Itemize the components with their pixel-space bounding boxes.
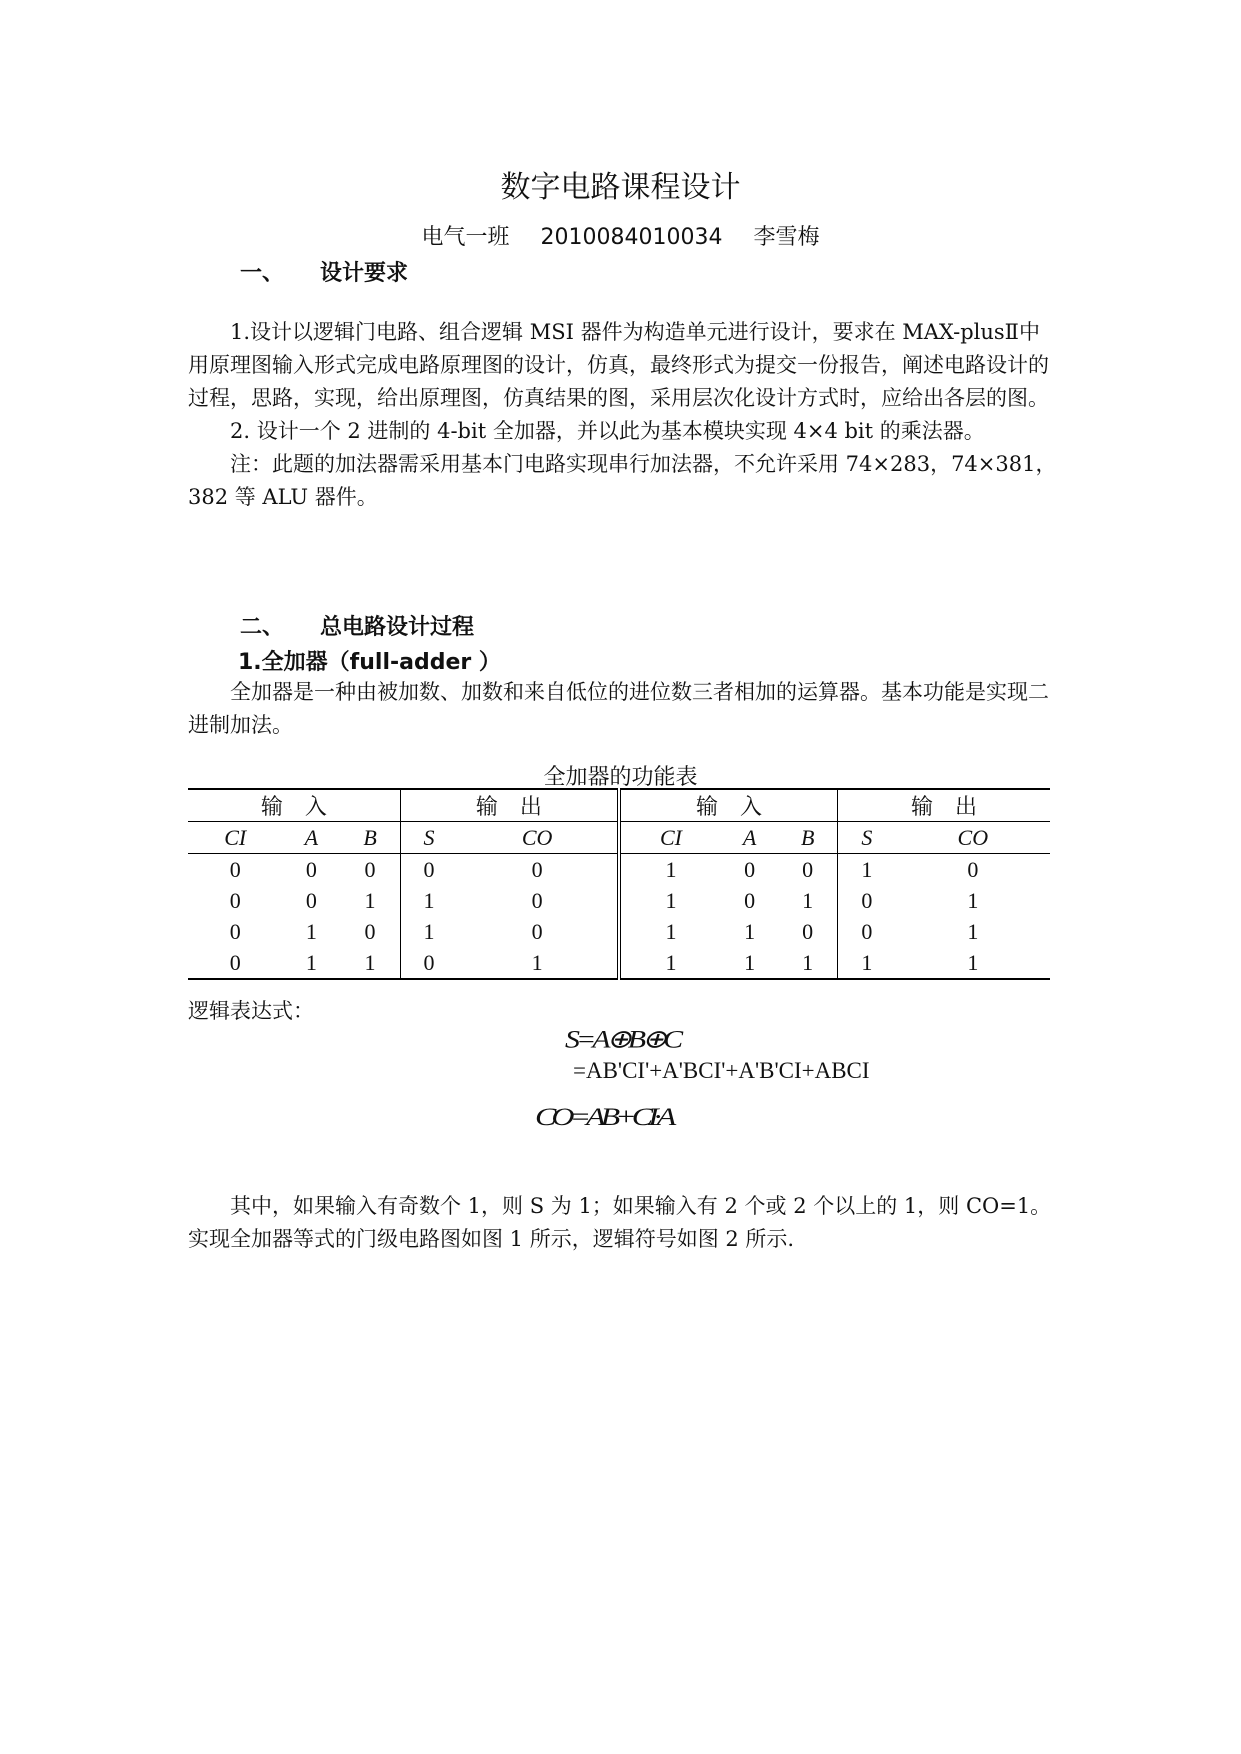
- col-header: B: [778, 822, 837, 854]
- section1-heading: [240, 256, 408, 287]
- table-cell: 1: [967, 918, 979, 944]
- closing-paragraph: [188, 1190, 1058, 1256]
- section2-body: [188, 676, 1058, 742]
- table-cell: 1: [619, 916, 721, 947]
- table-cell: 1: [619, 947, 721, 979]
- section2-heading: [240, 610, 474, 641]
- truth-table: [188, 788, 1050, 980]
- table-cell: 0: [531, 887, 543, 913]
- table-cell: 1: [619, 854, 721, 886]
- table-cell: 0: [283, 854, 341, 886]
- table-cell: 1: [778, 947, 837, 979]
- section1-body: [188, 316, 1058, 514]
- group-output: 输 出: [838, 789, 1050, 822]
- table-cell: 1: [305, 918, 317, 944]
- table-cell: 0: [531, 918, 543, 944]
- table-cell: 0: [400, 854, 457, 886]
- col-header: CO: [457, 822, 619, 854]
- table-cell: 0: [896, 854, 1050, 886]
- table-cell: 1: [967, 887, 979, 913]
- table-cell: 1: [744, 918, 756, 944]
- sum-expression: S=A⊕B⊕C: [565, 1025, 680, 1054]
- table-row: [188, 916, 1050, 947]
- table-cell: 1: [721, 947, 778, 979]
- col-header: B: [340, 822, 400, 854]
- table-caption: 全加器的功能表: [543, 764, 698, 789]
- full-adder-description: 全加器是一种由被加数、加数和来自低位的进位数三者相加的运算器。基本功能是实现二进制加法。: [188, 680, 1049, 737]
- col-header: S: [838, 822, 896, 854]
- section2-number: 二、: [240, 615, 285, 640]
- group-input: 输 入: [619, 789, 838, 822]
- table-cell: 0: [188, 854, 283, 886]
- table-cell: 1: [400, 885, 457, 916]
- closing-text: 其中，如果输入有奇数个 1，则 S 为 1；如果输入有 2 个或 2 个以上的 1，则 CO=1。实现全加器等式的门级电路图如图 1 所示，逻辑符号如图 2 所示.: [188, 1194, 1052, 1251]
- col-header: A: [283, 822, 341, 854]
- author-name: 李雪梅: [753, 225, 820, 250]
- table-cell: 0: [229, 887, 241, 913]
- table-cell: 1: [364, 887, 376, 913]
- table-cell: 1: [838, 854, 896, 886]
- group-input: 输 入: [188, 789, 400, 822]
- table-cell: 1: [400, 916, 457, 947]
- author-class: 电气一班: [421, 225, 510, 250]
- group-output: 输 出: [400, 789, 619, 822]
- table-cell: 0: [744, 887, 756, 913]
- table-cell: 0: [721, 854, 778, 886]
- author-id: 2010084010034: [540, 225, 723, 250]
- col-header: CO: [896, 822, 1050, 854]
- table-cell: 1: [283, 947, 341, 979]
- page-title: 数字电路课程设计: [500, 170, 741, 205]
- col-header: A: [721, 822, 778, 854]
- table-cell: 1: [340, 947, 400, 979]
- requirement-2: 2. 设计一个 2 进制的 4-bit 全加器，并以此为基本模块实现 4×4 bit 的乘法器。: [230, 419, 985, 443]
- table-cell: 0: [400, 947, 457, 979]
- table-cell: 0: [305, 887, 317, 913]
- section1-number: 一、: [240, 261, 285, 286]
- logic-label: 逻辑表达式：: [188, 999, 314, 1023]
- requirement-1: 1.设计以逻辑门电路、组合逻辑 MSI 器件为构造单元进行设计，要求在 MAX-plusⅡ中用原理图输入形式完成电路原理图的设计，仿真，最终形式为提交一份报告，阐述电路设计的过程，思路，实现，给出原理图，仿真结果的图，采用层次化设计方式时，应给出各层的图。: [188, 320, 1049, 410]
- table-col-header: [188, 822, 1050, 854]
- section2-title: 总电路设计过程: [320, 615, 475, 640]
- table-row: [188, 947, 1050, 979]
- author-line: [0, 220, 1241, 251]
- table-cell: 0: [229, 918, 241, 944]
- table-cell: 1: [802, 887, 814, 913]
- table-cell: 0: [778, 854, 837, 886]
- table-cell: 0: [188, 947, 283, 979]
- table-cell: 0: [364, 918, 376, 944]
- table-cell: 1: [457, 947, 619, 979]
- sum-expanded-expression: =AB'CI'+A'BCI'+A'B'CI+ABCI: [573, 1058, 870, 1083]
- table-cell: 1: [896, 947, 1050, 979]
- table-row: [188, 854, 1050, 886]
- subsection-title: 1.全加器（full-adder ）: [238, 650, 501, 675]
- table-cell: 0: [802, 918, 814, 944]
- table-cell: 0: [838, 885, 896, 916]
- col-header: CI: [619, 822, 721, 854]
- table-cell: 1: [838, 947, 896, 979]
- table-cell: 0: [838, 916, 896, 947]
- table-group-header: [188, 789, 1050, 822]
- col-header: CI: [188, 822, 283, 854]
- col-header: S: [400, 822, 457, 854]
- table-cell: 1: [619, 885, 721, 916]
- section1-title: 设计要求: [320, 261, 409, 286]
- table-row: [188, 885, 1050, 916]
- table-cell: 0: [457, 854, 619, 886]
- table-cell: 0: [340, 854, 400, 886]
- requirement-note: 注：此题的加法器需采用基本门电路实现串行加法器，不允许采用 74×283，74×381，382 等 ALU 器件。: [188, 452, 1057, 509]
- carry-expression: CO=AB+CI·A: [535, 1101, 672, 1131]
